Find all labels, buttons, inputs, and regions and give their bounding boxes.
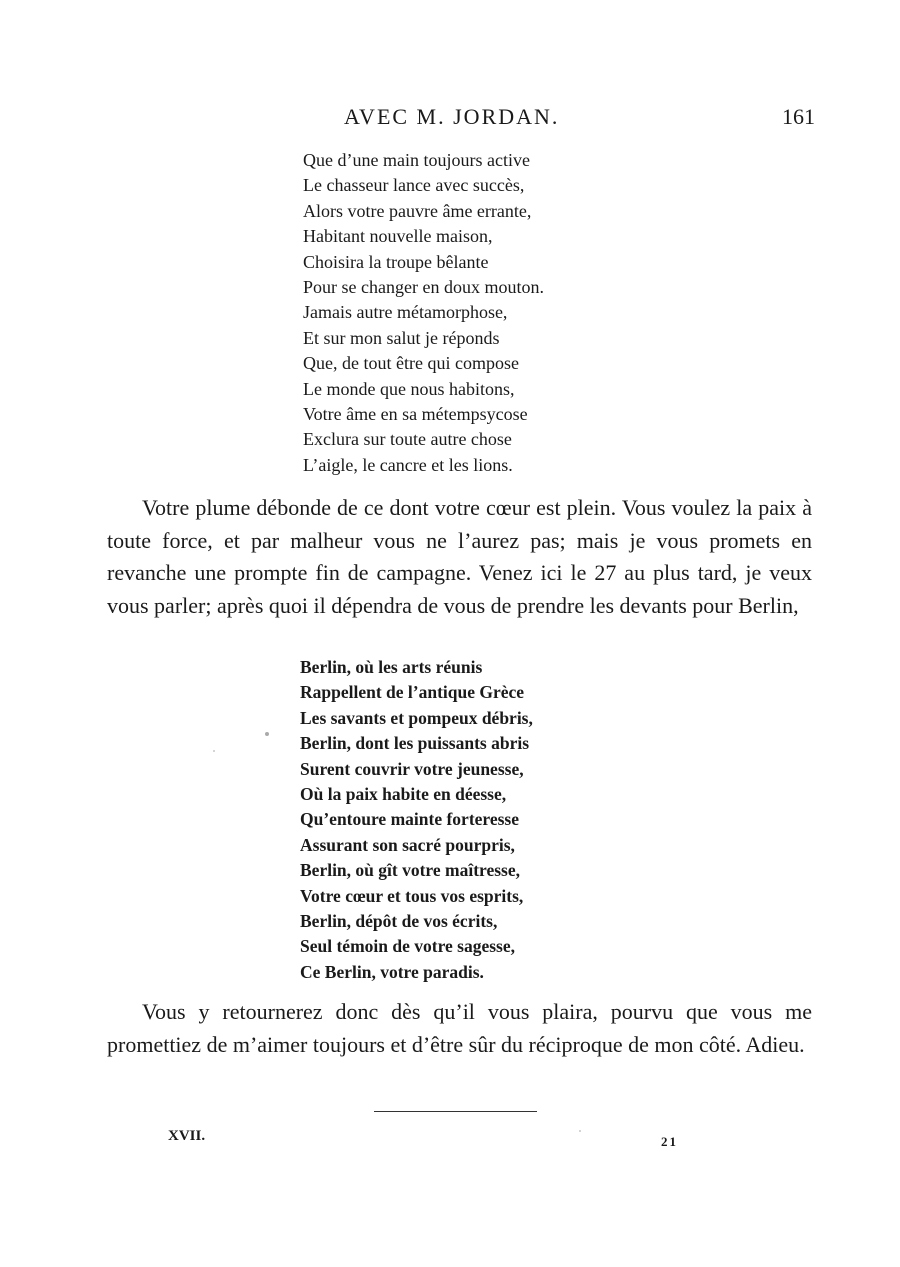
ink-speck [213, 750, 215, 752]
verse-line: Berlin, où gît votre maîtresse, [300, 860, 521, 881]
verse-line: Le monde que nous habitons, [303, 378, 515, 399]
verse-line: Ce Berlin, votre paradis. [300, 961, 484, 982]
ink-speck [579, 1130, 581, 1132]
page-number: 161 [782, 104, 815, 129]
verse-block-1 [303, 148, 544, 478]
verse-line: Assurant son sacré pourpris, [300, 834, 515, 855]
verse-line: Où la paix habite en déesse, [300, 783, 507, 804]
ink-speck [265, 732, 269, 736]
verse-line: Exclura sur toute autre chose [303, 429, 512, 450]
volume-signature-mark: XVII. [168, 1128, 206, 1144]
verse-line: Alors votre pauvre âme errante, [303, 200, 532, 221]
verse-line: Les savants et pompeux débris, [300, 707, 533, 728]
section-divider [374, 1111, 537, 1112]
prose-paragraph-1: Votre plume débonde de ce dont votre cœur est plein. Vous voulez la paix à toute force, et par malheur vous ne l’aurez pas; mais je vous promets en revanche une prompte fin de campagne. Venez ici le 27 au plus tard, je veux vous parler; après quoi il dépendra de vous de prendre les devants pour Berlin, [107, 495, 812, 618]
verse-line: Que, de tout être qui compose [303, 353, 519, 374]
verse-line: Seul témoin de votre sagesse, [300, 936, 515, 957]
verse-line: Habitant nouvelle maison, [303, 226, 493, 247]
running-title: AVEC M. JORDAN. [344, 104, 560, 129]
prose-paragraph-2: Vous y retournerez donc dès qu’il vous plaira, pourvu que vous me promettiez de m’aimer toujours et d’être sûr du réciproque de mon côté. Adieu. [107, 999, 812, 1057]
verse-line: Et sur mon salut je réponds [303, 327, 500, 348]
verse-line: Berlin, où les arts réunis [300, 657, 483, 677]
verse-line: Votre âme en sa métempsycose [303, 403, 528, 424]
verse-block-2 [300, 655, 533, 985]
verse-line: Rappellent de l’antique Grèce [300, 682, 525, 703]
verse-line: Que d’une main toujours active [303, 150, 530, 170]
verse-line: Pour se changer en doux mouton. [303, 276, 544, 297]
verse-line: Berlin, dépôt de vos écrits, [300, 910, 498, 931]
verse-line: Choisira la troupe bêlante [303, 251, 489, 272]
verse-line: Votre cœur et tous vos esprits, [300, 885, 524, 906]
verse-line: Berlin, dont les puissants abris [300, 733, 530, 754]
verse-line: Qu’entoure mainte forteresse [300, 809, 520, 830]
verse-line: Jamais autre métamorphose, [303, 302, 508, 323]
verse-line: Le chasseur lance avec succès, [303, 175, 525, 196]
sheet-signature-number: 21 [661, 1134, 678, 1149]
verse-line: Surent couvrir votre jeunesse, [300, 758, 524, 779]
verse-line: L’aigle, le cancre et les lions. [303, 454, 513, 475]
